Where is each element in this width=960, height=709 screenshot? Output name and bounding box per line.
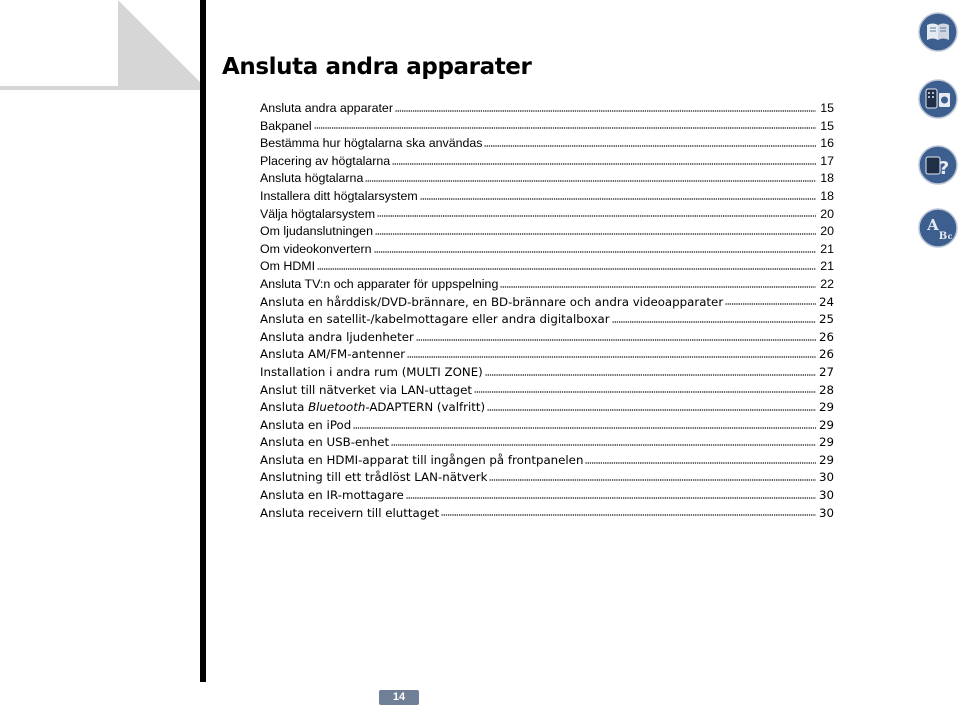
- toc-entry-label[interactable]: Ansluta en satellit-/kabelmottagare eller andra digitalboxar: [260, 312, 610, 327]
- toc-leader-dots: [374, 240, 816, 253]
- toc-entry-page: 29: [818, 435, 834, 450]
- toc-entry-page: 30: [818, 470, 834, 485]
- toc-leader-dots: [441, 504, 816, 517]
- toc-entry-page: 26: [818, 329, 834, 344]
- toc-leader-dots: [395, 99, 816, 112]
- toc-leader-dots: [416, 328, 816, 341]
- toc-entry-label-emphasis: Bluetooth: [308, 400, 366, 415]
- table-of-contents: [260, 99, 834, 521]
- toc-leader-dots: [725, 293, 816, 306]
- toc-leader-dots: [500, 275, 816, 288]
- toc-leader-dots: [487, 398, 816, 411]
- book-icon[interactable]: [918, 12, 958, 52]
- toc-leader-dots: [391, 433, 816, 446]
- toc-entry-page: 22: [820, 276, 834, 291]
- toc-entry[interactable]: [260, 486, 834, 504]
- toc-leader-dots: [365, 169, 816, 182]
- toc-entry-label-suffix: -ADAPTERN (valfritt): [365, 400, 486, 415]
- page-number: 14: [379, 690, 419, 705]
- svg-text:c: c: [947, 231, 953, 241]
- toc-entry-label[interactable]: Anslut till nätverket via LAN-uttaget: [260, 382, 473, 397]
- toc-entry-label[interactable]: Ansluta andra ljudenheter: [260, 329, 414, 344]
- toc-entry[interactable]: [260, 134, 834, 152]
- remote-control-icon[interactable]: [918, 79, 958, 119]
- toc-leader-dots: [485, 363, 816, 376]
- toc-entry[interactable]: [260, 468, 834, 486]
- toc-entry-label[interactable]: Ansluta TV:n och apparater för uppspelning: [260, 276, 499, 291]
- toc-entry-page: 28: [818, 382, 834, 397]
- toc-entry[interactable]: [260, 293, 834, 311]
- toc-entry-page: 18: [820, 171, 834, 186]
- toc-entry-page: 20: [820, 224, 834, 239]
- toc-entry-label[interactable]: Ansluta en iPod: [260, 417, 352, 432]
- toc-entry-label[interactable]: Ansluta högtalarna: [260, 171, 364, 186]
- toc-entry[interactable]: [260, 398, 834, 416]
- toc-leader-dots: [314, 117, 816, 130]
- toc-entry-label[interactable]: Ansluta andra apparater: [260, 101, 393, 115]
- toc-entry-page: 29: [818, 400, 834, 415]
- toc-leader-dots: [317, 257, 816, 270]
- toc-leader-dots: [585, 451, 816, 464]
- toc-entry-label[interactable]: [260, 399, 485, 417]
- toc-entry[interactable]: [260, 240, 834, 258]
- toc-entry-label[interactable]: Bestämma hur högtalarna ska användas: [260, 136, 483, 151]
- toc-entry-page: 29: [818, 452, 834, 467]
- glossary-icon[interactable]: [918, 208, 958, 248]
- toc-leader-dots: [489, 468, 816, 481]
- toc-leader-dots: [353, 416, 816, 429]
- toc-entry-page: 21: [820, 241, 834, 256]
- toc-entry-page: 17: [820, 153, 834, 168]
- toc-entry-page: 16: [820, 136, 834, 151]
- toc-entry[interactable]: [260, 99, 834, 117]
- toc-entry-page: 26: [818, 347, 834, 362]
- svg-text:B: B: [938, 231, 948, 242]
- toc-entry-label[interactable]: Placering av högtalarna: [260, 153, 391, 168]
- toc-entry[interactable]: [260, 152, 834, 170]
- toc-entry[interactable]: [260, 205, 834, 223]
- toc-entry-page: 30: [818, 505, 834, 520]
- toc-entry-label[interactable]: Ansluta en hårddisk/DVD-brännare, en BD-brännare och andra videoapparater: [260, 294, 724, 309]
- toc-entry-page: 18: [820, 188, 834, 203]
- toc-entry[interactable]: [260, 451, 834, 469]
- toc-entry-label[interactable]: Ansluta receivern till eluttaget: [260, 505, 440, 520]
- toc-entry-page: 21: [820, 259, 834, 274]
- toc-entry-label[interactable]: Bakpanel: [260, 118, 312, 133]
- toc-entry-label[interactable]: Välja högtalarsystem: [260, 206, 376, 221]
- toc-entry-label[interactable]: Ansluta en HDMI-apparat till ingången på frontpanelen: [260, 452, 584, 467]
- toc-entry[interactable]: [260, 416, 834, 434]
- toc-entry[interactable]: [260, 275, 834, 293]
- toc-entry[interactable]: [260, 310, 834, 328]
- toc-entry-label[interactable]: Ansluta en IR-mottagare: [260, 488, 404, 503]
- toc-leader-dots: [375, 222, 816, 235]
- page-title: Ansluta andra apparater: [222, 54, 532, 80]
- svg-text:A: A: [927, 216, 939, 234]
- toc-entry-label[interactable]: Installation i andra rum (MULTI ZONE): [260, 364, 483, 379]
- svg-text:?: ?: [938, 158, 950, 179]
- toc-entry-page: 29: [818, 417, 834, 432]
- toc-entry[interactable]: [260, 328, 834, 346]
- toc-entry[interactable]: [260, 433, 834, 451]
- toc-entry-label[interactable]: Installera ditt högtalarsystem: [260, 188, 418, 203]
- toc-entry-page: 15: [820, 101, 834, 115]
- toc-entry-label[interactable]: Ansluta en USB-enhet: [260, 435, 390, 450]
- margin-bar: [200, 0, 206, 682]
- toc-entry-label-prefix: Ansluta: [260, 400, 309, 415]
- toc-entry[interactable]: [260, 381, 834, 399]
- toc-entry-label[interactable]: Om videokonvertern: [260, 241, 372, 256]
- toc-entry-label[interactable]: Om HDMI: [260, 259, 316, 274]
- toc-entry-page: 30: [818, 488, 834, 503]
- toc-leader-dots: [474, 381, 816, 394]
- toc-leader-dots: [420, 187, 816, 200]
- toc-entry-page: 25: [818, 312, 834, 327]
- toc-leader-dots: [407, 345, 816, 358]
- toc-entry-label[interactable]: Anslutning till ett trådlöst LAN-nätverk: [260, 470, 488, 485]
- toc-leader-dots: [484, 134, 816, 147]
- toc-entry-page: 20: [820, 206, 834, 221]
- toc-entry-page: 15: [820, 118, 834, 133]
- toc-leader-dots: [392, 152, 816, 165]
- toc-entry[interactable]: [260, 169, 834, 187]
- toc-entry[interactable]: [260, 117, 834, 135]
- toc-leader-dots: [406, 486, 816, 499]
- toc-entry-page: 27: [818, 364, 834, 379]
- toc-entry[interactable]: [260, 504, 834, 522]
- toc-entry[interactable]: [260, 222, 834, 240]
- toc-entry[interactable]: [260, 257, 834, 275]
- toc-leader-dots: [377, 205, 816, 218]
- toc-entry[interactable]: [260, 187, 834, 205]
- toc-entry-label[interactable]: Ansluta AM/FM-antenner: [260, 347, 406, 362]
- toc-entry[interactable]: [260, 363, 834, 381]
- toc-entry-page: 24: [818, 294, 834, 309]
- toc-leader-dots: [612, 310, 816, 323]
- toc-entry-label[interactable]: Om ljudanslutningen: [260, 224, 373, 239]
- page-corner-decoration: [0, 0, 204, 90]
- toc-entry[interactable]: [260, 345, 834, 363]
- help-icon[interactable]: [918, 145, 958, 185]
